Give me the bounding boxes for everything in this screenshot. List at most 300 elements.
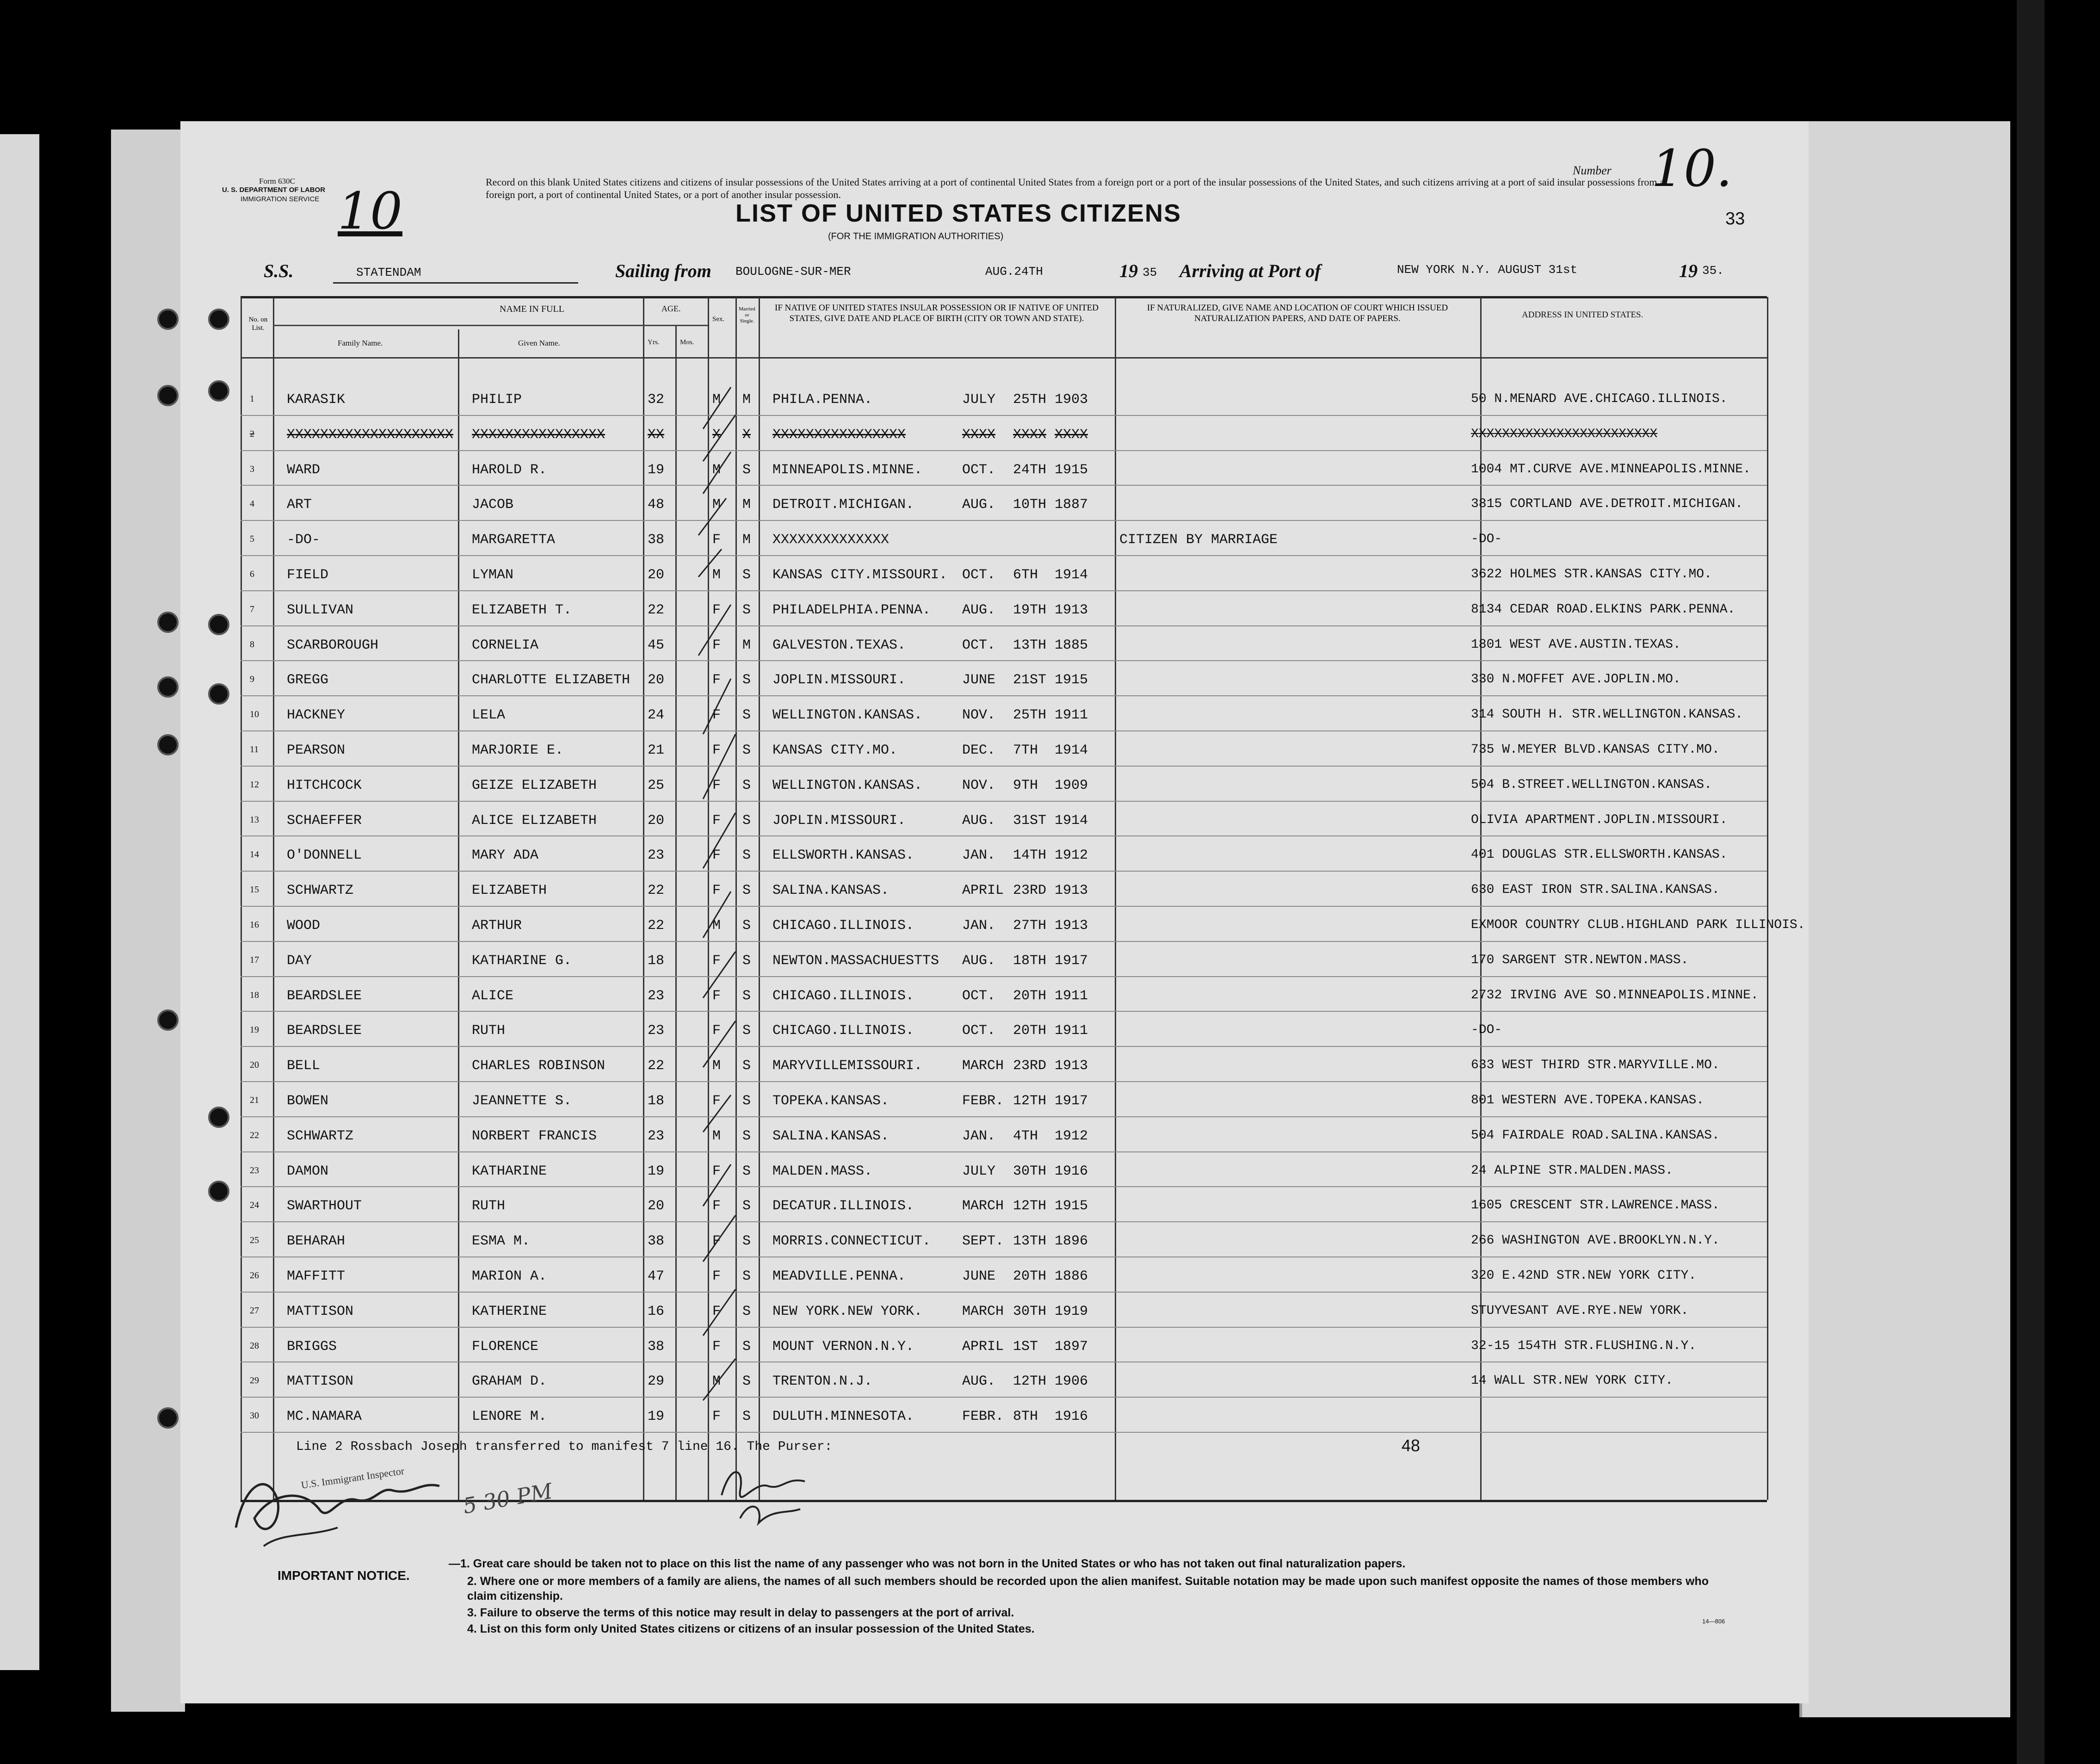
birth-month: JULY [962, 1163, 996, 1179]
birth-place: XXXXXXXXXXXXXXXX [772, 427, 906, 443]
birth-place: MINNEAPOLIS.MINNE. [772, 462, 923, 478]
table-row [180, 1084, 1767, 1119]
service-label: IMMIGRATION SERVICE [241, 195, 320, 203]
table-row [180, 418, 1767, 452]
birth-month: DEC. [962, 743, 996, 758]
family-name: MATTISON [287, 1303, 354, 1319]
table-row [180, 838, 1767, 873]
row-rule [241, 941, 1767, 942]
birth-day: 20TH [1013, 988, 1047, 1004]
table-row [180, 1364, 1767, 1399]
age-years: 22 [648, 883, 665, 899]
birth-month: AUG. [962, 497, 996, 513]
age-years: 18 [648, 1093, 665, 1109]
marital-status: S [742, 988, 751, 1004]
row-rule [241, 1292, 1767, 1293]
age-years: 22 [648, 918, 665, 934]
family-name: FIELD [287, 567, 329, 583]
row-number: 26 [250, 1270, 259, 1281]
birth-month: FEBR. [962, 1409, 1004, 1425]
birth-month: JULY [962, 392, 996, 408]
age-years: 20 [648, 812, 665, 829]
birth-year: 1911 [1055, 988, 1088, 1004]
us-address: 504 FAIRDALE ROAD.SALINA.KANSAS. [1471, 1128, 1720, 1143]
given-name: FLORENCE [472, 1338, 539, 1355]
row-number: 5 [250, 534, 254, 545]
marital-status: M [742, 532, 751, 548]
birth-year: 1885 [1055, 637, 1088, 653]
us-address: 314 SOUTH H. STR.WELLINGTON.KANSAS. [1471, 707, 1743, 722]
birth-place: DULUTH.MINNESOTA. [772, 1409, 914, 1425]
family-name: SWARTHOUT [287, 1198, 362, 1214]
sex: F [712, 637, 721, 653]
birth-year: 1914 [1055, 567, 1088, 583]
notice-heading: IMPORTANT NOTICE. [278, 1568, 410, 1583]
birth-year: 1897 [1055, 1338, 1088, 1355]
given-name: LELA [472, 707, 506, 724]
punch-hole [157, 676, 179, 698]
given-name: MARJORIE E. [472, 743, 564, 758]
sex: F [712, 1338, 721, 1355]
birth-month: JAN. [962, 848, 996, 864]
age-years: 25 [648, 777, 665, 793]
birth-day: 20TH [1013, 1023, 1047, 1039]
row-rule [241, 485, 1767, 486]
birth-place: WELLINGTON.KANSAS. [772, 777, 923, 793]
birth-year: 1906 [1055, 1374, 1088, 1390]
marital-status: S [742, 883, 751, 899]
birth-place: PHILA.PENNA. [772, 392, 873, 408]
given-name: ELIZABETH [472, 883, 547, 899]
age-years: 24 [648, 707, 665, 724]
birth-year: 1916 [1055, 1163, 1088, 1179]
us-address: 330 N.MOFFET AVE.JOPLIN.MO. [1471, 672, 1681, 687]
marital-status: S [742, 848, 751, 864]
birth-month: AUG. [962, 602, 996, 618]
birth-place: MOUNT VERNON.N.Y. [772, 1338, 914, 1355]
birth-day: 18TH [1013, 953, 1047, 969]
table-row [180, 733, 1767, 768]
sex: F [712, 883, 721, 899]
row-number: 20 [250, 1060, 259, 1071]
marital-status: S [742, 602, 751, 618]
sex: F [712, 988, 721, 1004]
us-address: 1004 MT.CURVE AVE.MINNEAPOLIS.MINNE. [1471, 462, 1751, 477]
marital-status: S [742, 707, 751, 724]
row-number: 18 [250, 990, 259, 1000]
given-name: GRAHAM D. [472, 1374, 547, 1390]
birth-place: MARYVILLEMISSOURI. [772, 1058, 923, 1074]
birth-day: 25TH [1013, 392, 1047, 408]
row-rule [241, 590, 1767, 591]
page-number: 33 [1725, 209, 1745, 229]
birth-day: 12TH [1013, 1374, 1047, 1390]
birth-day: 19TH [1013, 602, 1047, 618]
age-years: 29 [648, 1374, 665, 1390]
row-number: 7 [250, 604, 254, 614]
sex: F [712, 532, 721, 548]
us-address: OLIVIA APARTMENT.JOPLIN.MISSOURI. [1471, 812, 1728, 827]
birth-day: 12TH [1013, 1198, 1047, 1214]
sex: M [712, 1128, 721, 1144]
birth-day: 23RD [1013, 883, 1047, 899]
given-name: JACOB [472, 497, 514, 513]
birth-place: WELLINGTON.KANSAS. [772, 707, 923, 724]
row-rule [241, 1256, 1767, 1257]
birth-day: 12TH [1013, 1093, 1047, 1109]
sex: F [712, 812, 721, 829]
row-number: 29 [250, 1375, 259, 1386]
birth-place: NEW YORK.NEW YORK. [772, 1303, 923, 1319]
marital-status: S [742, 1233, 751, 1250]
given-name: PHILIP [472, 392, 522, 408]
marital-status: S [742, 567, 751, 583]
header-birth: IF NATIVE OF UNITED STATES INSULAR POSSESSION OR IF NATIVE OF UNITED STATES, GIVE DATE AND PLACE OF BIRTH (CITY OR TOWN AND STATE). [775, 303, 1099, 323]
marital-status: S [742, 953, 751, 969]
row-number: 23 [250, 1165, 259, 1176]
birth-year: 1919 [1055, 1303, 1088, 1319]
birth-year: 1913 [1055, 1058, 1088, 1074]
age-years: 38 [648, 532, 665, 548]
age-years: 19 [648, 1163, 665, 1179]
row-number: 4 [250, 499, 254, 509]
age-years: 19 [648, 462, 665, 478]
us-address: 320 E.42ND STR.NEW YORK CITY. [1471, 1269, 1697, 1283]
given-name: RUTH [472, 1023, 506, 1039]
birth-place: JOPLIN.MISSOURI. [772, 672, 906, 688]
sex: F [712, 848, 721, 864]
us-address: 2732 IRVING AVE SO.MINNEAPOLIS.MINNE. [1471, 988, 1759, 1003]
sailing-label: Sailing from [615, 260, 711, 281]
row-number: 9 [250, 674, 254, 685]
birth-year: 1903 [1055, 392, 1088, 408]
family-name: WARD [287, 462, 321, 478]
row-rule [241, 1011, 1767, 1012]
header-no: No. on List. [248, 316, 268, 332]
birth-year: 1915 [1055, 672, 1088, 688]
us-address: 801 WESTERN AVE.TOPEKA.KANSAS. [1471, 1093, 1705, 1108]
birth-month: AUG. [962, 812, 996, 829]
row-rule [241, 450, 1767, 451]
given-name: MARGARETTA [472, 532, 556, 548]
family-name: BOWEN [287, 1093, 329, 1109]
marital-status: S [742, 1374, 751, 1390]
birth-year: 1886 [1055, 1269, 1088, 1284]
birth-year: 1887 [1055, 497, 1088, 513]
row-number: 8 [250, 639, 254, 650]
table-row [180, 1224, 1767, 1259]
given-name: JEANNETTE S. [472, 1093, 572, 1109]
birth-place: KANSAS CITY.MISSOURI. [772, 567, 948, 583]
marital-status: S [742, 1409, 751, 1425]
us-address: 1605 CRESCENT STR.LAWRENCE.MASS. [1471, 1198, 1720, 1213]
birth-year: 1914 [1055, 812, 1088, 829]
family-name: KARASIK [287, 392, 346, 408]
table-row [180, 593, 1767, 628]
sex: F [712, 707, 721, 724]
row-number: 16 [250, 920, 259, 930]
birth-month: AUG. [962, 953, 996, 969]
row-number: 10 [250, 709, 259, 720]
row-rule [241, 520, 1767, 521]
birth-day: 24TH [1013, 462, 1047, 478]
sex: F [712, 672, 721, 688]
punch-hole [208, 309, 229, 330]
given-name: XXXXXXXXXXXXXXXX [472, 427, 605, 443]
birth-place: DECATUR.ILLINOIS. [772, 1198, 914, 1214]
row-number: 13 [250, 814, 259, 825]
table-row [180, 804, 1767, 838]
birth-day: 13TH [1013, 1233, 1047, 1250]
number-value: 10. [1651, 139, 1732, 198]
row-number: 30 [250, 1411, 259, 1421]
row-rule [241, 906, 1767, 907]
row-rule [241, 871, 1767, 872]
ss-label: S.S. [264, 260, 294, 281]
age-years: 32 [648, 392, 665, 408]
punch-hole [157, 385, 179, 406]
age-years: 23 [648, 848, 665, 864]
age-years: 48 [648, 497, 665, 513]
header-yrs: Yrs. [648, 339, 660, 346]
row-rule [241, 1151, 1767, 1152]
row-rule [241, 695, 1767, 696]
family-name: SCHWARTZ [287, 883, 354, 899]
family-name: MAFFITT [287, 1269, 346, 1284]
age-years: 47 [648, 1269, 665, 1284]
us-address: 401 DOUGLAS STR.ELLSWORTH.KANSAS. [1471, 848, 1728, 862]
us-address: -DO- [1471, 1023, 1502, 1038]
header-married-single: Married or Single. [739, 306, 755, 324]
given-name: MARION A. [472, 1269, 547, 1284]
us-address: 170 SARGENT STR.NEWTON.MASS. [1471, 953, 1689, 967]
header-sex: Sex. [712, 316, 725, 323]
marital-status: S [742, 812, 751, 829]
marital-status: S [742, 918, 751, 934]
sailing-date: AUG.24TH [985, 265, 1043, 279]
birth-place: KANSAS CITY.MO. [772, 743, 898, 758]
notice-item-4: 4. List on this form only United States citizens or citizens of an insular possession of the United States. [467, 1622, 1035, 1635]
family-name: MC.NAMARA [287, 1409, 362, 1425]
birth-year: 1913 [1055, 602, 1088, 618]
row-rule [241, 1081, 1767, 1082]
family-name: SCHWARTZ [287, 1128, 354, 1144]
row-number: 17 [250, 954, 259, 965]
family-name: -DO- [287, 532, 321, 548]
birth-month: JUNE [962, 1269, 996, 1284]
birth-month: OCT. [962, 637, 996, 653]
birth-day: 1ST [1013, 1338, 1038, 1355]
table-row [180, 663, 1767, 698]
family-name: BRIGGS [287, 1338, 337, 1355]
row-number: 28 [250, 1340, 259, 1351]
sex: M [712, 1058, 721, 1074]
us-address: STUYVESANT AVE.RYE.NEW YORK. [1471, 1303, 1689, 1318]
table-row [180, 698, 1767, 733]
birth-year: 1916 [1055, 1409, 1088, 1425]
marital-status: S [742, 672, 751, 688]
ship-name: STATENDAM [356, 266, 421, 279]
birth-month: OCT. [962, 567, 996, 583]
birth-month: MARCH [962, 1058, 1004, 1074]
row-rule [241, 1221, 1767, 1222]
row-rule [241, 976, 1767, 977]
marital-status: S [742, 1023, 751, 1039]
birth-month: NOV. [962, 777, 996, 793]
table-row [180, 1259, 1767, 1294]
birth-month: MARCH [962, 1303, 1004, 1319]
age-years: 23 [648, 1128, 665, 1144]
sailing-port: BOULOGNE-SUR-MER [735, 265, 851, 279]
given-name: RUTH [472, 1198, 506, 1214]
family-name: DAMON [287, 1163, 329, 1179]
row-number: 11 [250, 744, 259, 755]
us-address: 633 WEST THIRD STR.MARYVILLE.MO. [1471, 1058, 1720, 1073]
family-name: BEARDSLEE [287, 988, 362, 1004]
family-name: WOOD [287, 918, 321, 934]
table-row [180, 1294, 1767, 1329]
given-name: ELIZABETH T. [472, 602, 572, 618]
given-name: ALICE ELIZABETH [472, 812, 597, 829]
birth-place: SALINA.KANSAS. [772, 1128, 889, 1144]
birth-month: OCT. [962, 988, 996, 1004]
marital-status: S [742, 1128, 751, 1144]
sex: F [712, 1093, 721, 1109]
birth-place: DETROIT.MICHIGAN. [772, 497, 914, 513]
birth-place: NEWTON.MASSACHUESTTS [772, 953, 939, 969]
us-address: 504 B.STREET.WELLINGTON.KANSAS. [1471, 777, 1712, 792]
table-row [180, 944, 1767, 978]
row-number: 12 [250, 779, 259, 790]
birth-day: 8TH [1013, 1409, 1038, 1425]
birth-month: AUG. [962, 1374, 996, 1390]
header-name-in-full: NAME IN FULL [500, 304, 564, 314]
us-address: 50 N.MENARD AVE.CHICAGO.ILLINOIS. [1471, 392, 1728, 406]
naturalization: CITIZEN BY MARRIAGE [1119, 532, 1278, 548]
form-title: LIST OF UNITED STATES CITIZENS [735, 199, 1181, 227]
given-name: NORBERT FRANCIS [472, 1128, 597, 1144]
birth-year: 1914 [1055, 743, 1088, 758]
sex: M [712, 497, 721, 513]
given-name: CORNELIA [472, 637, 539, 653]
sex: F [712, 1269, 721, 1284]
birth-month: OCT. [962, 462, 996, 478]
given-name: MARY ADA [472, 848, 539, 864]
birth-month: APRIL [962, 883, 1004, 899]
marital-status: S [742, 1058, 751, 1074]
birth-year: 1912 [1055, 1128, 1088, 1144]
table-row [180, 1014, 1767, 1048]
sex: M [712, 1374, 721, 1390]
manifest-sheet [180, 121, 1809, 1703]
marital-status: S [742, 1338, 751, 1355]
table-row [180, 1049, 1767, 1083]
birth-place: CHICAGO.ILLINOIS. [772, 918, 914, 934]
birth-year: 1912 [1055, 848, 1088, 864]
age-years: 23 [648, 1023, 665, 1039]
header-mos: Mos. [680, 339, 694, 346]
birth-place: MEADVILLE.PENNA. [772, 1269, 906, 1284]
row-number: 21 [250, 1095, 259, 1105]
binding-strip [111, 130, 185, 1712]
birth-day: 25TH [1013, 707, 1047, 724]
age-years: XX [648, 427, 665, 443]
header-family-name: Family Name. [338, 339, 383, 347]
birth-day: 9TH [1013, 777, 1038, 793]
row-number: 22 [250, 1130, 259, 1140]
age-years: 16 [648, 1303, 665, 1319]
row-number: 25 [250, 1235, 259, 1246]
marital-status: S [742, 777, 751, 793]
time-stamp: 5 30 PM [461, 1478, 555, 1519]
age-years: 19 [648, 1409, 665, 1425]
sex: F [712, 1233, 721, 1250]
birth-place: SALINA.KANSAS. [772, 883, 889, 899]
table-row [180, 1399, 1767, 1434]
age-years: 38 [648, 1233, 665, 1250]
birth-month: SEPT. [962, 1233, 1004, 1250]
birth-day: 13TH [1013, 637, 1047, 653]
us-address: 3815 CORTLAND AVE.DETROIT.MICHIGAN. [1471, 497, 1743, 512]
us-address: EXMOOR COUNTRY CLUB.HIGHLAND PARK ILLINOIS. [1471, 918, 1805, 932]
family-name: ART [287, 497, 312, 513]
right-dark-edge [2017, 0, 2044, 1764]
inspector-stamp: U.S. Immigrant Inspector [300, 1465, 405, 1491]
given-name: ESMA M. [472, 1233, 531, 1250]
marital-status: S [742, 1198, 751, 1214]
birth-month: OCT. [962, 1023, 996, 1039]
table-top-border [241, 296, 1767, 298]
birth-year: 1913 [1055, 918, 1088, 934]
next-page-edge [1799, 121, 2010, 1717]
birth-year: 1896 [1055, 1233, 1088, 1250]
name-subheader-line [273, 325, 643, 326]
table-row [180, 1154, 1767, 1189]
us-address: 266 WASHINGTON AVE.BROOKLYN.N.Y. [1471, 1233, 1720, 1248]
birth-place: TOPEKA.KANSAS. [772, 1093, 889, 1109]
passenger-table [180, 383, 1805, 1493]
row-rule [241, 1046, 1767, 1047]
us-address: 1801 WEST AVE.AUSTIN.TEXAS. [1471, 637, 1681, 652]
table-row [180, 768, 1767, 803]
sex: F [712, 777, 721, 793]
birth-place: CHICAGO.ILLINOIS. [772, 1023, 914, 1039]
birth-month: FEBR. [962, 1093, 1004, 1109]
table-row [180, 1189, 1767, 1224]
birth-year: 1911 [1055, 707, 1088, 724]
table-row [180, 1330, 1767, 1364]
family-name: XXXXXXXXXXXXXXXXXXXX [287, 427, 454, 443]
us-address: 735 W.MEYER BLVD.KANSAS CITY.MO. [1471, 743, 1720, 757]
punch-hole [157, 309, 179, 330]
age-years: 20 [648, 1198, 665, 1214]
table-row [180, 523, 1767, 557]
sex: F [712, 1023, 721, 1039]
birth-year: 1913 [1055, 883, 1088, 899]
us-address: 24 ALPINE STR.MALDEN.MASS. [1471, 1163, 1673, 1178]
birth-place: ELLSWORTH.KANSAS. [772, 848, 914, 864]
us-address: 32-15 154TH STR.FLUSHING.N.Y. [1471, 1338, 1697, 1353]
birth-month: MARCH [962, 1198, 1004, 1214]
number-label: Number [1573, 164, 1612, 177]
age-years: 23 [648, 988, 665, 1004]
birth-day: 31ST [1013, 812, 1047, 829]
age-years: 38 [648, 1338, 665, 1355]
us-address: XXXXXXXXXXXXXXXXXXXXXXXX [1471, 427, 1658, 441]
row-rule [241, 625, 1767, 626]
given-name: LYMAN [472, 567, 514, 583]
birth-year: 1915 [1055, 1198, 1088, 1214]
